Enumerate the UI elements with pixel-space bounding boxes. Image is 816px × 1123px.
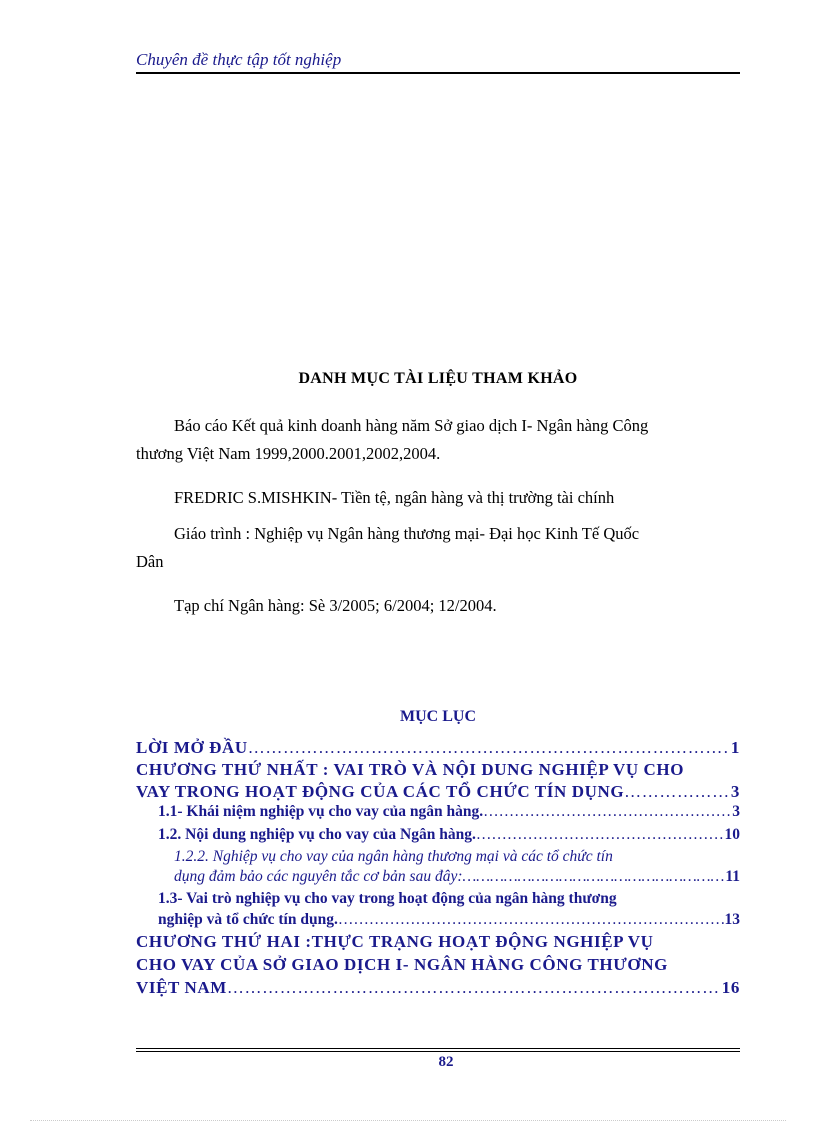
toc-page-number: 1 — [730, 738, 740, 757]
toc-entry-text: 1.1- Khái niệm nghiệp vụ cho vay của ngân hàng. — [158, 803, 484, 820]
header-title: Chuyên đề thực tập tốt nghiệp — [136, 50, 342, 69]
toc-entry-text: CHƯƠNG THỨ HAI :THỰC TRẠNG HOẠT ĐỘNG NGHIỆP VỤ — [136, 932, 654, 951]
toc-line — [136, 782, 740, 802]
toc-entry[interactable] — [136, 932, 740, 998]
toc-entry-text: VIỆT NAM — [136, 978, 227, 997]
reference-text: Tạp chí Ngân hàng: Sè 3/2005; 6/2004; 12/2004. — [174, 596, 497, 615]
toc-page-number: 3 — [730, 782, 740, 801]
toc-line — [174, 868, 740, 886]
toc-entry[interactable] — [158, 803, 740, 821]
reference-text: Giáo trình : Nghiệp vụ Ngân hàng thương mại- Đại học Kinh Tế Quốc — [174, 524, 640, 543]
reference-text: Dân — [136, 552, 164, 571]
page-header — [136, 48, 740, 74]
toc-entry-text: LỜI MỞ ĐẦU — [136, 738, 248, 757]
toc-leader — [624, 782, 730, 802]
toc-entry[interactable] — [158, 826, 740, 844]
toc-leader — [338, 911, 724, 929]
toc-leader — [227, 978, 721, 998]
toc-entry-text: dụng đảm bảo các nguyên tắc cơ bản sau đây: — [174, 868, 463, 885]
reference-item — [136, 484, 740, 512]
toc-leader — [463, 868, 725, 886]
toc-entry-text: VAY TRONG HOẠT ĐỘNG CỦA CÁC TỔ CHỨC TÍN DỤNG — [136, 782, 625, 801]
reference-text: Báo cáo Kết quả kinh doanh hàng năm Sở giao dịch I- Ngân hàng Công — [174, 416, 649, 435]
toc-page-number: 13 — [724, 911, 740, 928]
toc-leader — [483, 803, 731, 821]
toc-entry[interactable] — [136, 738, 740, 758]
toc-leader — [476, 826, 724, 844]
toc-title: MỤC LỤC — [400, 708, 476, 725]
toc-line — [158, 803, 740, 821]
toc-line — [158, 826, 740, 844]
toc-page-number: 3 — [732, 803, 740, 820]
toc-entry[interactable] — [136, 760, 740, 802]
toc-entry-text: nghiệp và tổ chức tín dụng. — [158, 911, 338, 928]
page-number: 82 — [438, 1054, 454, 1070]
toc-leader — [248, 738, 730, 758]
reference-item — [136, 592, 740, 620]
toc-line — [136, 978, 740, 998]
toc-line — [136, 738, 740, 758]
toc-entry[interactable] — [174, 848, 740, 886]
toc-entry-text: CHO VAY CỦA SỞ GIAO DỊCH I- NGÂN HÀNG CÔNG THƯƠNG — [136, 955, 668, 974]
toc-entry-text: 1.3- Vai trò nghiệp vụ cho vay trong hoạt động của ngân hàng thương — [158, 890, 617, 907]
reference-item — [136, 520, 740, 576]
toc-entry-text: CHƯƠNG THỨ NHẤT : VAI TRÒ VÀ NỘI DUNG NGHIỆP VỤ CHO — [136, 760, 685, 779]
reference-text: FREDRIC S.MISHKIN- Tiền tệ, ngân hàng và thị trường tài chính — [174, 488, 615, 507]
references-title: DANH MỤC TÀI LIỆU THAM KHẢO — [298, 370, 578, 387]
toc-page-number: 10 — [724, 826, 740, 843]
page-edge-divider — [30, 1120, 786, 1121]
toc-page-number: 11 — [725, 868, 740, 885]
reference-item — [136, 412, 740, 468]
toc-page-number: 16 — [721, 978, 740, 997]
footer-rule — [136, 1048, 740, 1049]
toc-entry[interactable] — [158, 890, 740, 929]
toc-entry-text: 1.2.2. Nghiệp vụ cho vay của ngân hàng thương mại và các tổ chức tín — [174, 848, 613, 865]
toc-line — [158, 911, 740, 929]
footer-rule — [136, 1051, 740, 1052]
toc-entry-text: 1.2. Nội dung nghiệp vụ cho vay của Ngân hàng. — [158, 826, 476, 843]
reference-text: thương Việt Nam 1999,2000.2001,2002,2004. — [136, 444, 441, 463]
